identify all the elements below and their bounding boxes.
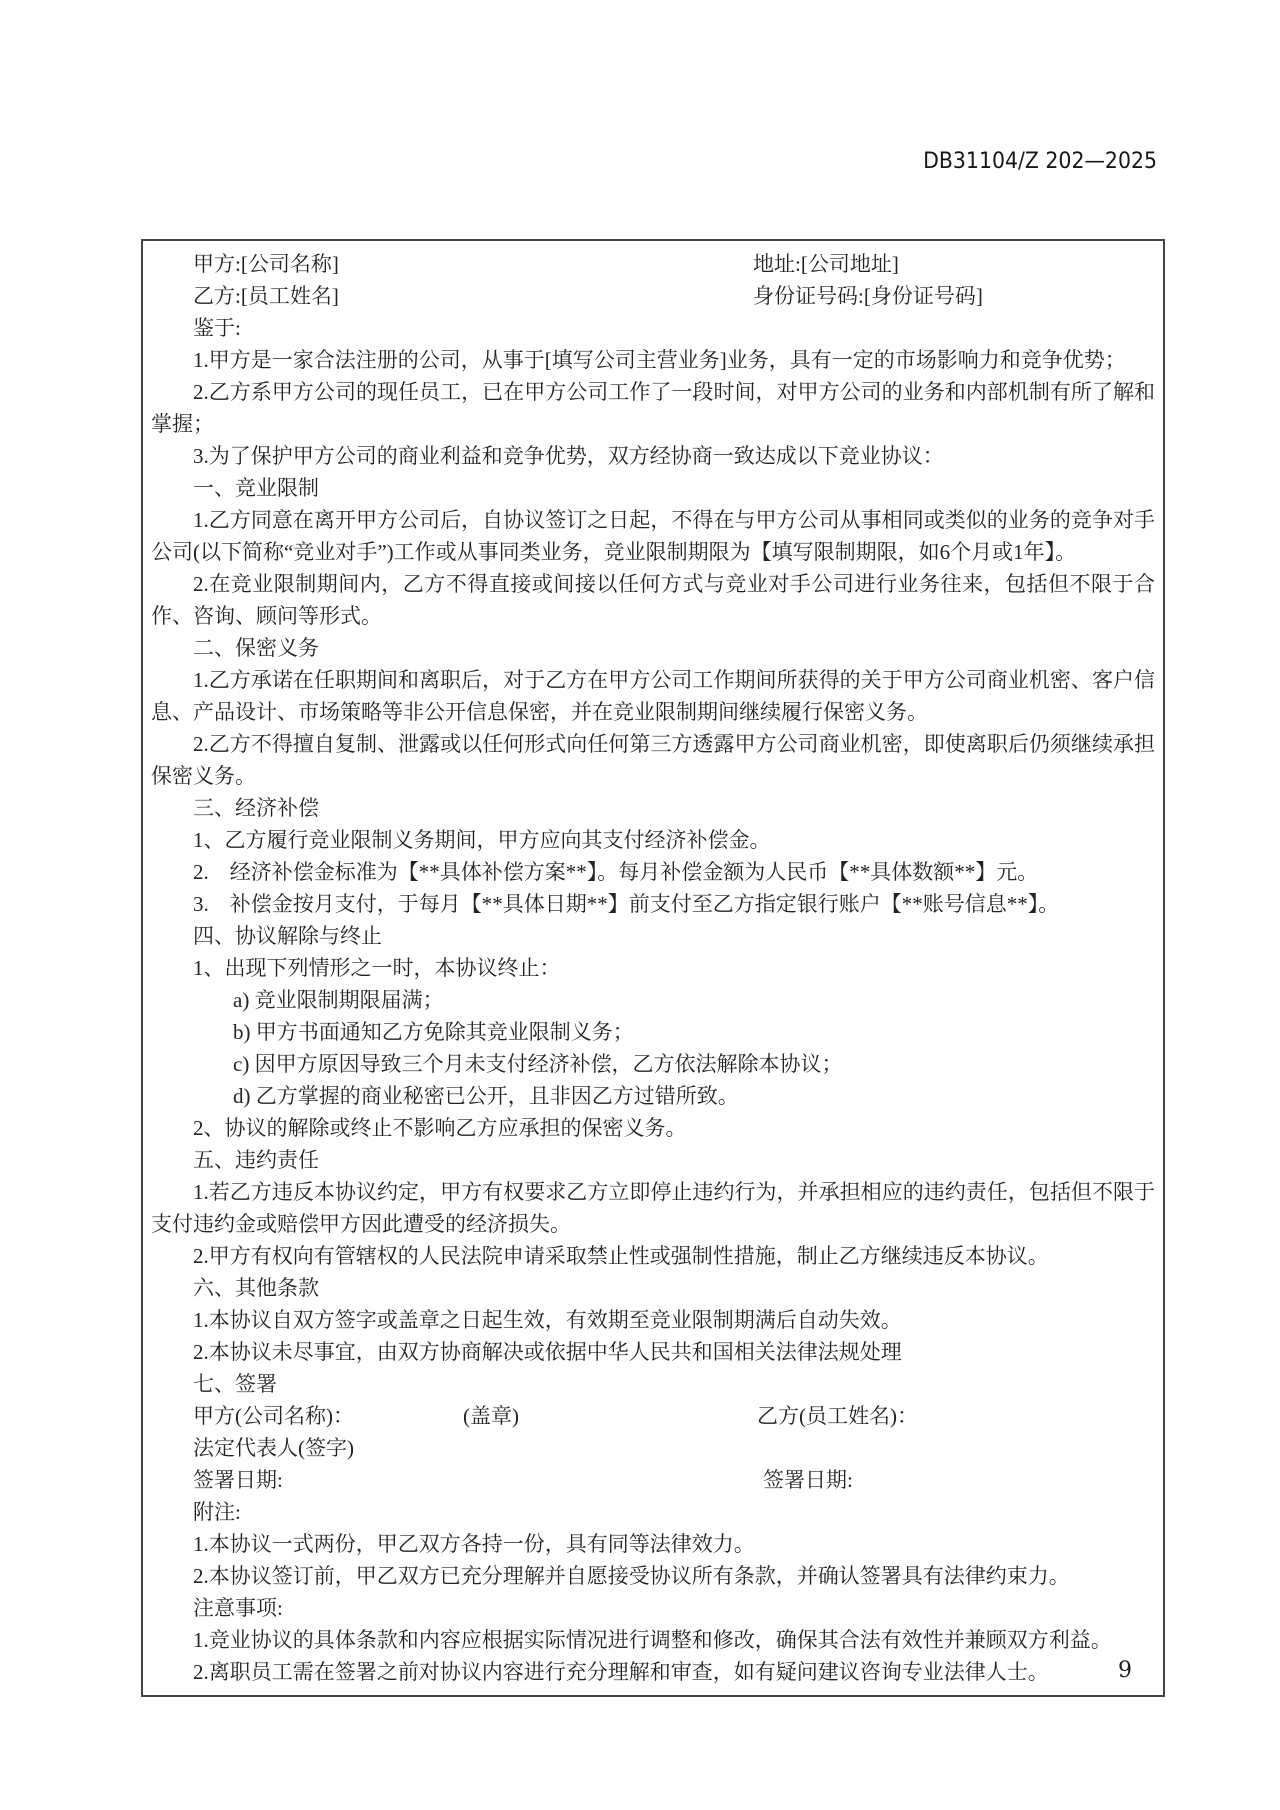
- clause-paragraph: 2.乙方不得擅自复制、泄露或以任何形式向任何第三方透露甲方公司商业机密，即使离职后仍须继续承担保密义务。: [151, 732, 1155, 788]
- signature-row-c2: (盖章): [463, 1404, 519, 1428]
- clause-paragraph: 1、出现下列情形之一时，本协议终止：: [193, 956, 561, 980]
- clause-paragraph: 1.乙方同意在离开甲方公司后，自协议签订之日起，不得在与甲方公司从事相同或类似的业务的竞争对手公司(以下简称“竞业对手”)工作或从事同类业务，竞业限制期限为【填写限制期限，如6个月或1年】。: [151, 508, 1155, 564]
- section-heading: 四、协议解除与终止: [193, 924, 382, 948]
- clause-paragraph: 法定代表人(签字): [193, 1436, 354, 1460]
- clause-paragraph: 1.乙方承诺在任职期间和离职后，对于乙方在甲方公司工作期间所获得的关于甲方公司商业机密、客户信息、产品设计、市场策略等非公开信息保密，并在竞业限制期间继续履行保密义务。: [151, 668, 1155, 724]
- clause-list-item: a) 竞业限制期限届满；: [233, 988, 444, 1012]
- agreement-box: [141, 239, 1165, 1697]
- signature-row: [151, 1400, 1155, 1432]
- party-info-row-c1: 甲方:[公司名称]: [193, 252, 339, 276]
- clause-paragraph: 1、乙方履行竞业限制义务期间，甲方应向其支付经济补偿金。: [193, 828, 771, 852]
- clause-paragraph: 2.离职员工需在签署之前对协议内容进行充分理解和审查，如有疑问建议咨询专业法律人士。: [193, 1660, 1049, 1684]
- standard-document-code: DB31104/Z 202—2025: [923, 149, 1157, 174]
- page-number: 9: [1118, 1658, 1132, 1683]
- clause-paragraph: 附注:: [193, 1500, 241, 1524]
- section-heading: 六、其他条款: [193, 1276, 319, 1300]
- sign-date-row-c1: 签署日期:: [193, 1468, 283, 1492]
- clause-paragraph: 2. 经济补偿金标准为【**具体补偿方案**】。每月补偿金额为人民币【**具体数额**】元。: [193, 860, 1039, 884]
- signature-row-c1: 甲方(公司名称)：: [193, 1404, 354, 1428]
- clause-paragraph: 注意事项:: [193, 1596, 283, 1620]
- section-heading: 二、保密义务: [193, 636, 319, 660]
- clause-paragraph: 2.本协议签订前，甲乙双方已充分理解并自愿接受协议所有条款，并确认签署具有法律约束力。: [193, 1564, 1070, 1588]
- clause-paragraph: 3. 补偿金按月支付，于每月【**具体日期**】前支付至乙方指定银行账户【**账号信息**】。: [193, 892, 1060, 916]
- party-info-row-c2: 地址:[公司地址]: [753, 252, 899, 276]
- clause-paragraph: 2、协议的解除或终止不影响乙方应承担的保密义务。: [193, 1116, 687, 1140]
- sign-date-row: [151, 1464, 1155, 1496]
- clause-paragraph: 1.本协议自双方签字或盖章之日起生效，有效期至竞业限制期满后自动失效。: [193, 1308, 902, 1332]
- clause-list-item: c) 因甲方原因导致三个月未支付经济补偿，乙方依法解除本协议；: [233, 1052, 843, 1076]
- section-heading: 七、签署: [193, 1372, 277, 1396]
- party-info-row-c2: 身份证号码:[身份证号码]: [753, 284, 983, 308]
- party-info-row: [151, 248, 1155, 280]
- clause-paragraph: 1.若乙方违反本协议约定，甲方有权要求乙方立即停止违约行为，并承担相应的违约责任，包括但不限于支付违约金或赔偿甲方因此遭受的经济损失。: [151, 1180, 1155, 1236]
- clause-paragraph: 1.竞业协议的具体条款和内容应根据实际情况进行调整和修改，确保其合法有效性并兼顾双方利益。: [193, 1628, 1112, 1652]
- section-heading: 五、违约责任: [193, 1148, 319, 1172]
- clause-paragraph: 2.在竞业限制期间内，乙方不得直接或间接以任何方式与竞业对手公司进行业务往来，包括但不限于合作、咨询、顾问等形式。: [151, 572, 1155, 628]
- section-heading: 三、经济补偿: [193, 796, 319, 820]
- clause-paragraph: 1.本协议一式两份，甲乙双方各持一份，具有同等法律效力。: [193, 1532, 755, 1556]
- clause-paragraph: 3.为了保护甲方公司的商业利益和竞争优势，双方经协商一致达成以下竞业协议：: [193, 444, 944, 468]
- signature-row-c3: 乙方(员工姓名)：: [757, 1404, 918, 1428]
- party-info-row-c1: 乙方:[员工姓名]: [193, 284, 339, 308]
- clause-list-item: d) 乙方掌握的商业秘密已公开，且非因乙方过错所致。: [233, 1084, 739, 1108]
- clause-list-item: b) 甲方书面通知乙方免除其竞业限制义务；: [233, 1020, 634, 1044]
- clause-paragraph: 鉴于:: [193, 316, 241, 340]
- clause-paragraph: 1.甲方是一家合法注册的公司，从事于[填写公司主营业务]业务，具有一定的市场影响力和竞争优势；: [193, 348, 1126, 372]
- clause-paragraph: 2.甲方有权向有管辖权的人民法院申请采取禁止性或强制性措施，制止乙方继续违反本协议。: [193, 1244, 1049, 1268]
- section-heading: 一、竞业限制: [193, 476, 319, 500]
- party-info-row: [151, 280, 1155, 312]
- sign-date-row-c2: 签署日期:: [763, 1468, 853, 1492]
- clause-paragraph: 2.本协议未尽事宜，由双方协商解决或依据中华人民共和国相关法律法规处理: [193, 1340, 902, 1364]
- clause-paragraph: 2.乙方系甲方公司的现任员工，已在甲方公司工作了一段时间，对甲方公司的业务和内部机制有所了解和掌握；: [151, 380, 1155, 436]
